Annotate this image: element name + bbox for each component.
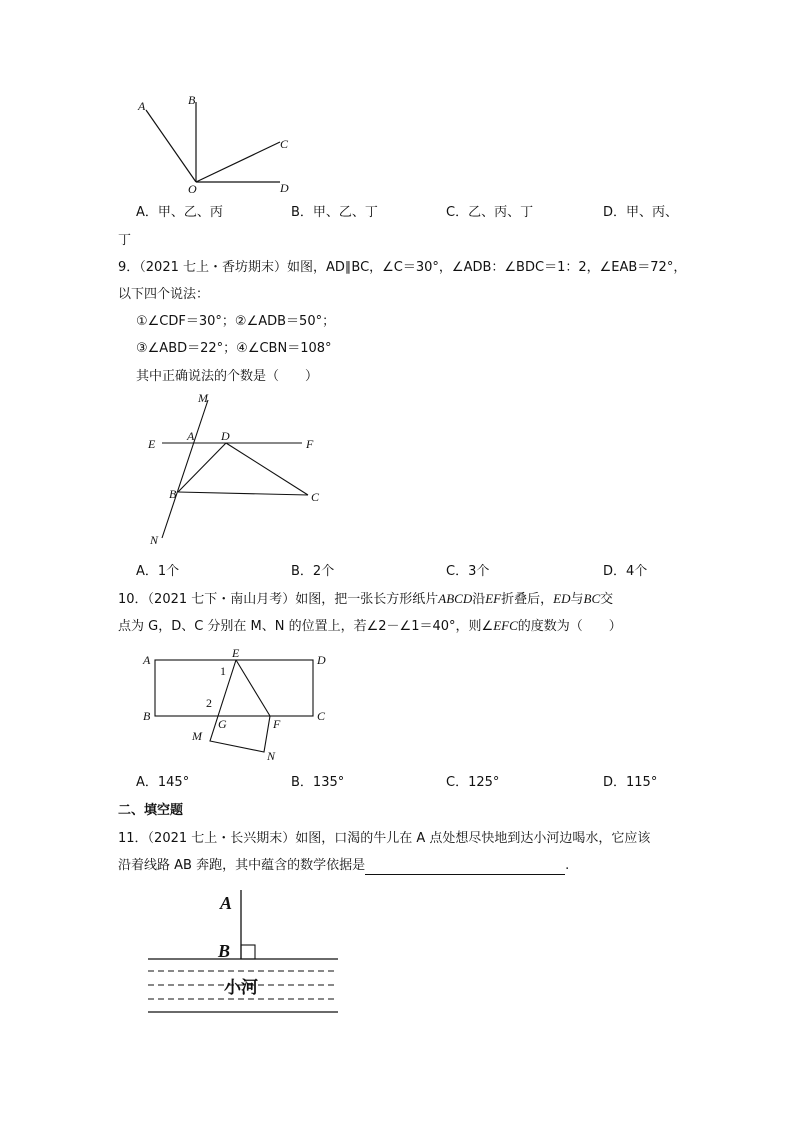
q11-river-figure <box>140 885 350 1025</box>
q8-option-d[interactable]: D．甲、丙、 <box>603 205 679 220</box>
label-c: C <box>280 137 289 151</box>
label-a: A <box>187 429 195 443</box>
q10-stem-line2 <box>118 617 622 636</box>
q11-stem-line1: 11．（2021 七上・长兴期末）如图，口渴的牛儿在 A 点处想尽快地到达小河边喝水，它应该 <box>118 831 651 846</box>
q10-efc: EFC <box>493 618 518 633</box>
label-a: A <box>138 99 146 113</box>
label-e: E <box>148 437 156 451</box>
q9-option-a[interactable]: A．1个 <box>136 564 180 579</box>
label-d: D <box>317 653 326 667</box>
q10-text-7: 的度数为（ ） <box>517 619 622 634</box>
q10-text-4: 与 <box>570 592 584 607</box>
q10-option-b[interactable]: B．135° <box>291 775 345 790</box>
label-m: M <box>192 729 202 743</box>
segment-dc <box>226 443 308 495</box>
right-angle-mark <box>241 945 255 959</box>
label-m: M <box>198 391 208 405</box>
label-e: E <box>232 646 240 660</box>
q11-text: 沿着线路 AB 奔跑，其中蕴含的数学依据是 <box>118 858 366 873</box>
q10-text-5: 交 <box>600 592 614 607</box>
q9-question: 其中正确说法的个数是（ ） <box>136 369 319 384</box>
q10-text-6: 点为 G，D、C 分别在 M、N 的位置上，若∠2－∠1＝40°，则∠ <box>118 619 494 634</box>
rectangle-abcd <box>155 660 313 716</box>
q10-folded-rectangle-figure <box>140 645 340 765</box>
q9-option-c[interactable]: C．3个 <box>446 564 490 579</box>
q9-parallel-lines-figure <box>140 390 340 550</box>
folded-part <box>210 660 270 752</box>
q9-stem-line1: 9．（2021 七上・香坊期末）如图，AD∥BC，∠C＝30°，∠ADB：∠BDC＝1：2，∠EAB＝72°， <box>118 260 687 275</box>
q8-option-a[interactable]: A．甲、乙、丙 <box>136 205 223 220</box>
label-2: 2 <box>206 696 212 710</box>
label-d: D <box>221 429 230 443</box>
q10-ed: ED <box>553 591 571 606</box>
q8-angle-figure <box>130 90 300 200</box>
label-f: F <box>273 717 281 731</box>
q10-ef: EF <box>485 591 502 606</box>
label-d: D <box>280 181 289 195</box>
segment-bc <box>178 492 308 495</box>
label-g: G <box>218 717 227 731</box>
label-n: N <box>150 533 159 547</box>
label-b: B <box>143 709 151 723</box>
label-a: A <box>143 653 151 667</box>
q10-option-c[interactable]: C．125° <box>446 775 500 790</box>
q10-option-d[interactable]: D．115° <box>603 775 658 790</box>
q10-text-2: 沿 <box>472 592 486 607</box>
label-f: F <box>306 437 314 451</box>
q10-text-3: 折叠后， <box>501 592 554 607</box>
q9-statement-3-4: ③∠ABD＝22°；④∠CBN＝108° <box>136 341 332 356</box>
label-b: B <box>218 941 231 961</box>
label-1: 1 <box>220 664 226 678</box>
label-c: C <box>317 709 326 723</box>
ray-oa <box>146 110 196 182</box>
ray-oc <box>196 142 280 182</box>
q9-option-d[interactable]: D．4个 <box>603 564 648 579</box>
section-title: 二、填空题 <box>118 803 184 818</box>
q10-bc: BC <box>583 591 601 606</box>
q9-statement-1-2: ①∠CDF＝30°；②∠ADB＝50°； <box>136 314 336 329</box>
q9-stem-line2: 以下四个说法： <box>118 287 210 302</box>
label-o: O <box>188 182 197 196</box>
label-c: C <box>311 490 320 504</box>
segment-ef <box>236 660 270 716</box>
q11-answer-blank[interactable] <box>365 861 565 875</box>
q10-option-a[interactable]: A．145° <box>136 775 190 790</box>
label-b: B <box>169 487 177 501</box>
q10-stem-line1 <box>118 590 613 609</box>
q8-option-b[interactable]: B．甲、乙、丁 <box>291 205 378 220</box>
label-b: B <box>188 93 196 107</box>
q10-text-1: 10．（2021 七下・南山月考）如图，把一张长方形纸片 <box>118 592 439 607</box>
q11-stem-line2 <box>118 857 569 875</box>
label-n: N <box>267 749 276 763</box>
q8-option-d-wrap: 丁 <box>118 233 132 248</box>
q8-option-c[interactable]: C．乙、丙、丁 <box>446 205 534 220</box>
label-river: 小河 <box>224 978 258 998</box>
q10-abcd: ABCD <box>438 591 473 606</box>
q9-option-b[interactable]: B．2个 <box>291 564 335 579</box>
q11-period: . <box>565 858 570 873</box>
label-a: A <box>220 893 233 913</box>
